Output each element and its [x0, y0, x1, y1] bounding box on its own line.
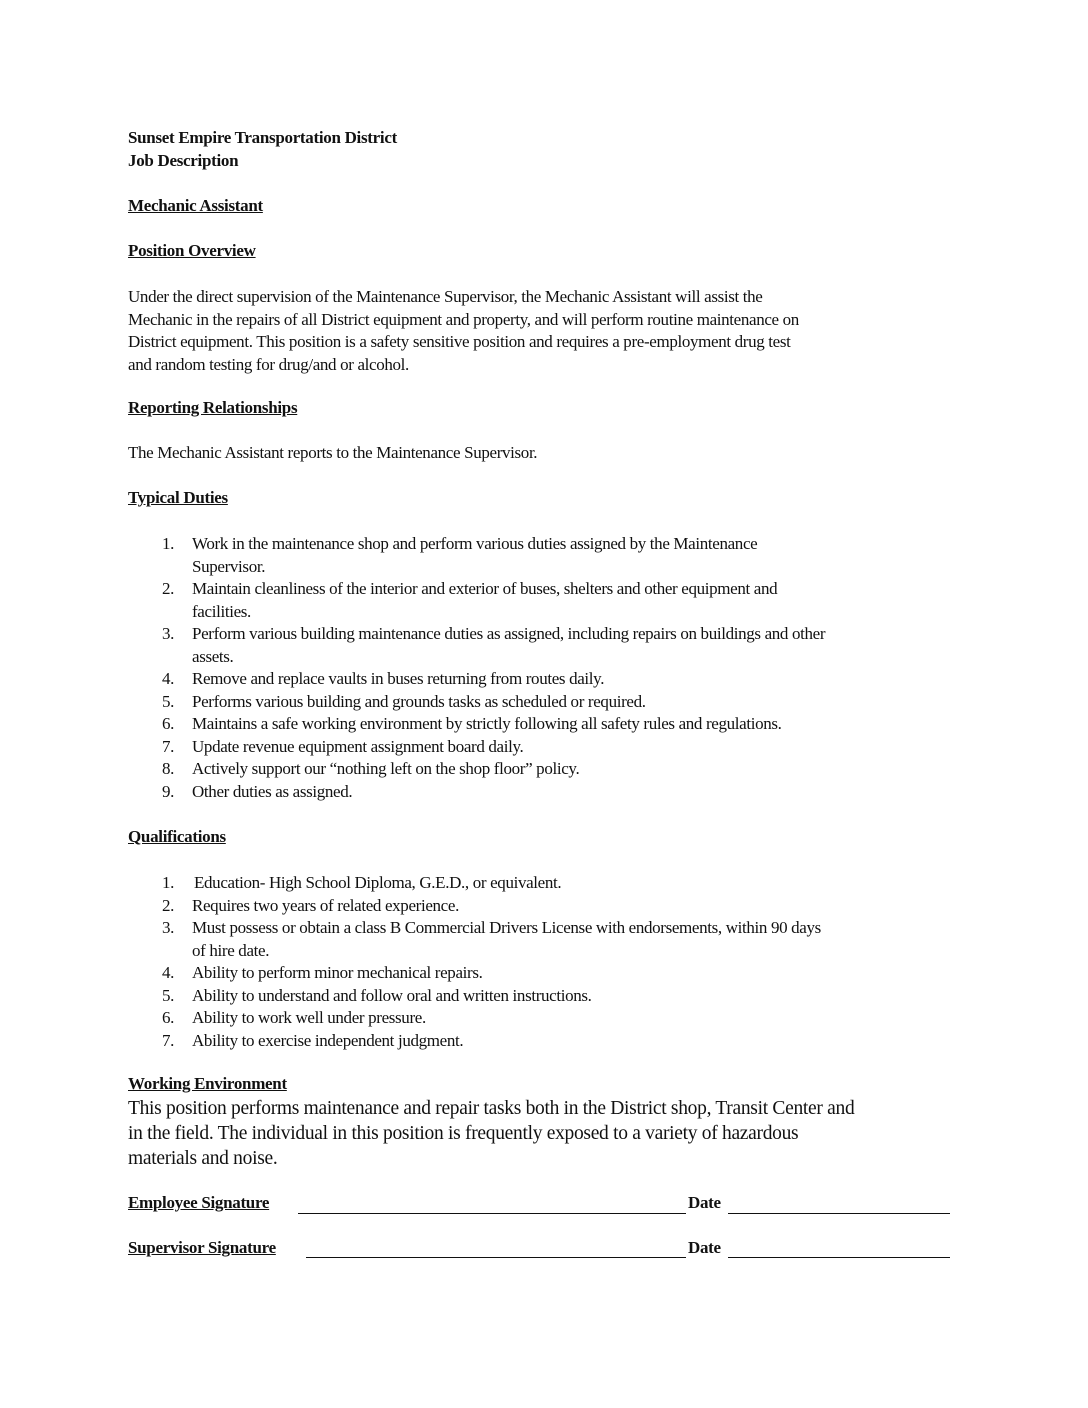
item-number: 3.: [162, 918, 175, 937]
item-number: 7.: [162, 1030, 175, 1050]
item-text: of hire date.: [192, 940, 270, 960]
duty-item: [128, 668, 978, 691]
item-number: 4.: [162, 963, 175, 982]
qualification-item: [128, 895, 978, 918]
item-text: Perform various building maintenance duties as assigned, including repairs on buildings and other: [192, 624, 826, 643]
supervisor-signature-label: Supervisor Signature: [128, 1238, 276, 1257]
duty-item: [128, 713, 978, 736]
item-text: Performs various building and grounds tasks as scheduled or required.: [192, 691, 646, 711]
item-number: 8.: [162, 759, 175, 778]
duties-list: [128, 533, 978, 803]
supervisor-date-line[interactable]: [728, 1257, 950, 1258]
item-number: 6.: [162, 714, 175, 733]
environment-line: This position performs maintenance and repair tasks both in the District shop, Transit Center and: [128, 1098, 855, 1119]
item-text: Other duties as assigned.: [192, 781, 353, 801]
overview-line: Under the direct supervision of the Maintenance Supervisor, the Mechanic Assistant will assist the: [128, 287, 763, 306]
qualification-item: [128, 985, 978, 1008]
reporting-heading: Reporting Relationships: [128, 398, 298, 417]
item-number: 3.: [162, 624, 175, 643]
item-text: Maintains a safe working environment by strictly following all safety rules and regulations.: [192, 714, 782, 733]
item-text: facilities.: [192, 601, 251, 621]
item-text: Supervisor.: [192, 556, 266, 576]
overview-line: Mechanic in the repairs of all District equipment and property, and will perform routine maintenance on: [128, 309, 799, 329]
employee-date-line[interactable]: [728, 1213, 950, 1214]
item-number: 2.: [162, 579, 175, 598]
duties-heading: Typical Duties: [128, 488, 228, 507]
duty-item: [128, 533, 978, 578]
item-text: Actively support our “nothing left on the shop floor” policy.: [192, 759, 580, 778]
item-number: 5.: [162, 985, 175, 1005]
position-overview-heading: Position Overview: [128, 241, 256, 260]
working-environment-heading: Working Environment: [128, 1074, 287, 1093]
item-number: 6.: [162, 1008, 175, 1027]
item-text: Education- High School Diploma, G.E.D., or equivalent.: [194, 873, 562, 892]
position-overview-text: [128, 286, 799, 376]
working-environment-text: [128, 1096, 854, 1171]
item-number: 9.: [162, 781, 175, 801]
item-number: 5.: [162, 691, 175, 711]
item-number: 1.: [162, 873, 175, 892]
duty-item: [128, 736, 978, 759]
duty-item: [128, 578, 978, 623]
qualifications-list: [128, 872, 978, 1052]
qualifications-heading: Qualifications: [128, 827, 226, 846]
qualification-item: [128, 1007, 978, 1030]
item-text: Work in the maintenance shop and perform various duties assigned by the Maintenance: [192, 534, 758, 553]
supervisor-signature-line[interactable]: [306, 1257, 686, 1258]
qualification-item: [128, 1030, 978, 1053]
item-text: Update revenue equipment assignment board daily.: [192, 736, 524, 756]
item-number: 7.: [162, 736, 175, 756]
duty-item: [128, 758, 978, 781]
item-text: Ability to understand and follow oral and written instructions.: [192, 985, 592, 1005]
organization-name: Sunset Empire Transportation District: [128, 128, 397, 147]
item-number: 2.: [162, 895, 175, 915]
item-text: Ability to perform minor mechanical repairs.: [192, 963, 483, 982]
item-text: Requires two years of related experience.: [192, 895, 459, 915]
reporting-text: The Mechanic Assistant reports to the Maintenance Supervisor.: [128, 443, 538, 462]
item-text: Must possess or obtain a class B Commercial Drivers License with endorsements, within 90 days: [192, 918, 821, 937]
duty-item: [128, 623, 978, 668]
item-text: Maintain cleanliness of the interior and exterior of buses, shelters and other equipment and: [192, 579, 778, 598]
document-type: Job Description: [128, 151, 239, 170]
employee-signature-label: Employee Signature: [128, 1193, 270, 1212]
item-text: Remove and replace vaults in buses returning from routes daily.: [192, 669, 605, 688]
environment-line: in the field. The individual in this position is frequently exposed to a variety of hazardous: [128, 1123, 799, 1144]
overview-line: and random testing for drug/and or alcohol.: [128, 354, 409, 374]
employee-date-label: Date: [688, 1193, 721, 1212]
item-text: assets.: [192, 646, 234, 666]
overview-line: District equipment. This position is a safety sensitive position and requires a pre-employment drug test: [128, 332, 791, 351]
duty-item: [128, 691, 978, 714]
item-text: Ability to exercise independent judgment.: [192, 1030, 464, 1050]
supervisor-date-label: Date: [688, 1238, 721, 1257]
employee-signature-line[interactable]: [298, 1213, 686, 1214]
item-number: 4.: [162, 669, 175, 688]
qualification-item: [128, 962, 978, 985]
qualification-item: [128, 872, 978, 895]
environment-line: materials and noise.: [128, 1148, 278, 1169]
duty-item: [128, 781, 978, 804]
qualification-item: [128, 917, 978, 962]
job-title: Mechanic Assistant: [128, 196, 263, 215]
item-number: 1.: [162, 534, 175, 553]
item-text: Ability to work well under pressure.: [192, 1008, 426, 1027]
